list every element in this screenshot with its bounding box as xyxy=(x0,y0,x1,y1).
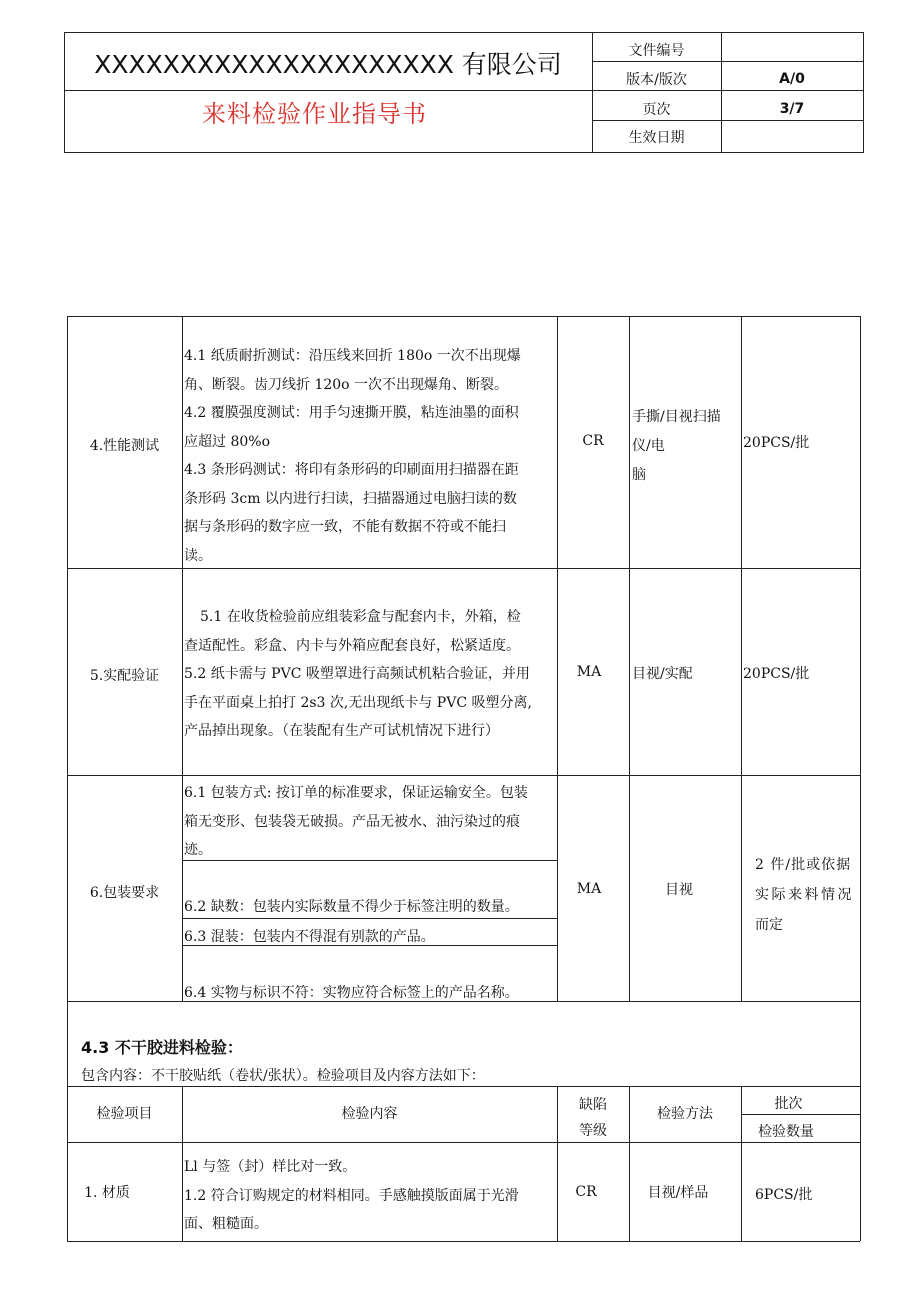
inspection-method: 目视/样品 xyxy=(647,1185,709,1201)
meta-label-effective-date: 生效日期 xyxy=(628,130,685,146)
header-item: 检验项目 xyxy=(96,1106,153,1122)
inspection-method: 目视/实配 xyxy=(632,666,693,682)
inspection-content-shortage: 6.2 缺数：包装内实际数量不得少于标签注明的数量。 xyxy=(184,899,519,915)
inspection-qty: 20PCS/批 xyxy=(743,666,810,682)
meta-value-version: A/0 xyxy=(779,71,805,87)
inspection-qty: 2 件/批或依据 实际来料情况 而定 xyxy=(755,857,854,933)
inspection-content: 6.1 包装方式: 按订单的标准要求，保证运输安全。包装 箱无变形、包装袋无破损。产品无被水、油污染过的痕 迹。 xyxy=(184,785,528,858)
header-method: 检验方法 xyxy=(657,1106,713,1122)
meta-value-effective-date xyxy=(721,124,863,150)
section-heading: 4.3 不干胶进料检验： xyxy=(81,1038,243,1057)
header-content: 检验内容 xyxy=(341,1106,398,1122)
defect-level: CR xyxy=(575,1184,597,1200)
inspection-item: 5.实配验证 xyxy=(89,668,160,684)
section-intro: 包含内容：不干胶贴纸（卷状/张状）。检验项目及内容方法如下： xyxy=(81,1068,485,1084)
header-batch: 批次 xyxy=(774,1096,803,1112)
inspection-method: 手撕/目视扫描 仪/电 脑 xyxy=(632,409,721,483)
header-qty: 检验数量 xyxy=(758,1124,814,1140)
defect-level: MA xyxy=(576,881,602,897)
company-name: XXXXXXXXXXXXXXXXXXXXX 有限公司 xyxy=(94,50,562,79)
inspection-item: 1. 材质 xyxy=(84,1185,130,1201)
inspection-item: 6.包装要求 xyxy=(89,885,160,901)
defect-level: MA xyxy=(576,664,602,680)
inspection-content-label-mismatch: 6.4 实物与标识不符：实物应符合标签上的产品名称。 xyxy=(184,985,519,1001)
inspection-content: 5.1 在收货检验前应组装彩盒与配套内卡，外箱，检 查适配性。彩盒、内卡与外箱应配套良好，松紧适度。 5.2 纸卡需与 PVC 吸塑罩进行高频试机粘合验证，并用 手在平面桌上拍打 2s3 次,无出现纸卡与 PVC 吸塑分离, 产品掉出现象。（在装配有生产可试机情况下进行） xyxy=(184,609,532,739)
defect-level: CR xyxy=(582,433,604,449)
inspection-content-mixed: 6.3 混装：包装内不得混有别款的产品。 xyxy=(184,929,435,945)
inspection-content: 4.1 纸质耐折测试：沿压线来回折 180o 一次不出现爆 角、断裂。齿刀线折 120o 一次不出现爆角、断裂。 4.2 覆膜强度测试：用手匀速撕开膜，粘连油墨的面积 应超过 80%o 4.3 条形码测试：将印有条形码的印刷面用扫描器在距 条形码 3cm 以内进行扫读，扫描器通过电脑扫读的数 据与条形码的数字应一致，不能有数据不符或不能扫 读。 xyxy=(184,348,521,564)
document-title: 来料检验作业指导书 xyxy=(202,99,427,128)
meta-value-file-no xyxy=(721,37,863,63)
inspection-item: 4.性能测试 xyxy=(89,438,160,454)
inspection-qty: 20PCS/批 xyxy=(743,435,810,451)
meta-label-version: 版本/版次 xyxy=(626,72,687,88)
header-level: 缺陷 等级 xyxy=(579,1097,607,1139)
inspection-qty: 6PCS/批 xyxy=(755,1187,813,1203)
inspection-method: 目视 xyxy=(665,882,693,898)
meta-label-file-no: 文件编号 xyxy=(628,43,685,59)
meta-value-page: 3/7 xyxy=(779,101,805,117)
meta-label-page: 页次 xyxy=(642,102,671,118)
inspection-content: Ll 与签（封）样比对一致。 1.2 符合订购规定的材料相同。手感触摸版面属于光滑 面、粗糙面。 xyxy=(184,1159,519,1232)
